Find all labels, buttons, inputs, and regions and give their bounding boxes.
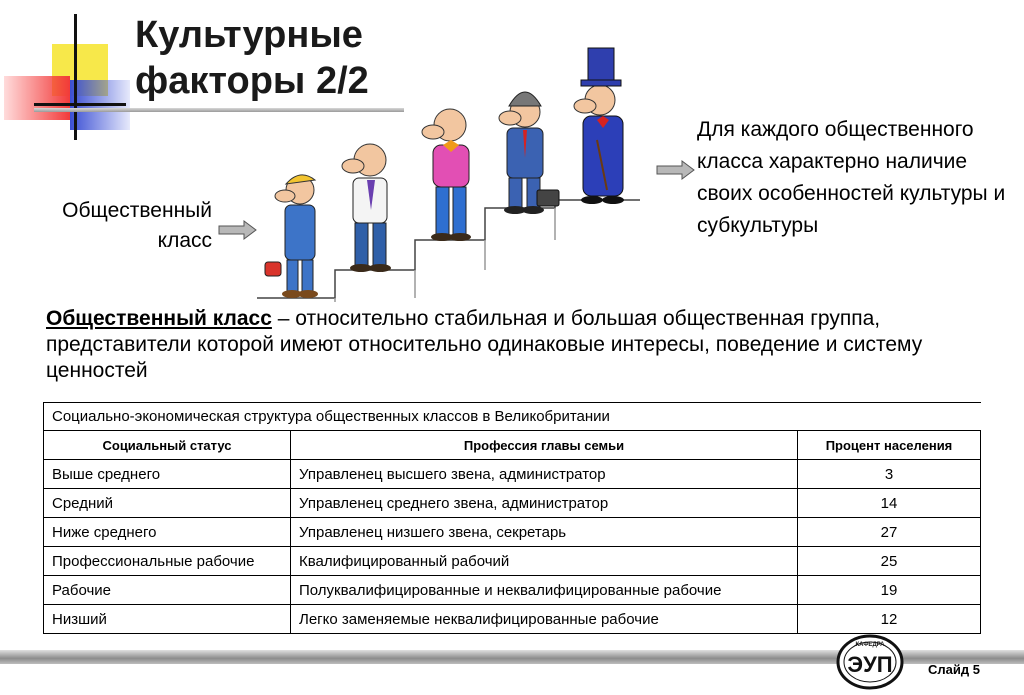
cell-status: Профессиональные рабочие xyxy=(44,547,291,576)
table-row xyxy=(44,576,981,605)
table-row xyxy=(44,605,981,634)
cell-profession: Легко заменяемые неквалифицированные рабочие xyxy=(291,605,798,634)
cell-status: Выше среднего xyxy=(44,460,291,489)
cell-status: Средний xyxy=(44,489,291,518)
title-line-2: факторы 2/2 xyxy=(135,60,369,102)
svg-text:КАФЕДРА: КАФЕДРА xyxy=(855,642,885,648)
table-row xyxy=(44,518,981,547)
svg-text:ЭУП: ЭУП xyxy=(847,652,893,677)
decor-red-square xyxy=(4,76,70,120)
slide-number: Слайд 5 xyxy=(928,662,980,677)
table-caption: Социально-экономическая структура общественных классов в Великобритании xyxy=(44,403,981,431)
social-class-label xyxy=(20,196,212,256)
social-ladder-illustration xyxy=(255,40,645,302)
worker-figure xyxy=(265,175,318,298)
definition-text: – относительно стабильная и большая общественная группа, представители которой имеют относительно одинаковые интересы, поведение и систему ценностей xyxy=(46,307,923,382)
arrow-right-icon xyxy=(218,220,258,240)
class-culture-description: Для каждого общественного класса характерно наличие своих особенностей культуры и субкультуры xyxy=(697,118,1006,237)
definition-term: Общественный класс xyxy=(46,307,272,330)
upper-middle-figure xyxy=(499,92,559,214)
social-class-label-line-1: Общественный xyxy=(62,199,212,222)
cell-percent: 19 xyxy=(798,576,981,605)
upper-class-figure xyxy=(574,48,624,204)
cell-percent: 14 xyxy=(798,489,981,518)
department-logo xyxy=(836,634,904,690)
header-population-percent: Процент населения xyxy=(798,431,981,460)
cell-profession: Управленец среднего звена, администратор xyxy=(291,489,798,518)
social-structure-table xyxy=(43,402,981,634)
cell-percent: 25 xyxy=(798,547,981,576)
cell-percent: 12 xyxy=(798,605,981,634)
cell-percent: 27 xyxy=(798,518,981,547)
table-row xyxy=(44,489,981,518)
cell-profession: Полуквалифицированные и неквалифицированные рабочие xyxy=(291,576,798,605)
decor-vertical-line xyxy=(74,14,77,140)
cell-status: Низший xyxy=(44,605,291,634)
cell-profession: Управленец высшего звена, администратор xyxy=(291,460,798,489)
table-row xyxy=(44,547,981,576)
table-header-row xyxy=(44,431,981,460)
cell-status: Рабочие xyxy=(44,576,291,605)
cell-status: Ниже среднего xyxy=(44,518,291,547)
header-social-status: Социальный статус xyxy=(44,431,291,460)
title-line-1: Культурные xyxy=(135,14,363,56)
social-class-definition xyxy=(46,306,986,384)
cell-profession: Квалифицированный рабочий xyxy=(291,547,798,576)
decor-horizontal-line xyxy=(34,103,126,106)
social-class-label-line-2: класс xyxy=(157,229,212,252)
arrow-right-icon xyxy=(656,160,696,180)
cell-percent: 3 xyxy=(798,460,981,489)
header-profession: Профессия главы семьи xyxy=(291,431,798,460)
table-row xyxy=(44,460,981,489)
cell-profession: Управленец низшего звена, секретарь xyxy=(291,518,798,547)
middle-figure xyxy=(422,109,471,241)
lower-middle-figure xyxy=(342,144,391,272)
